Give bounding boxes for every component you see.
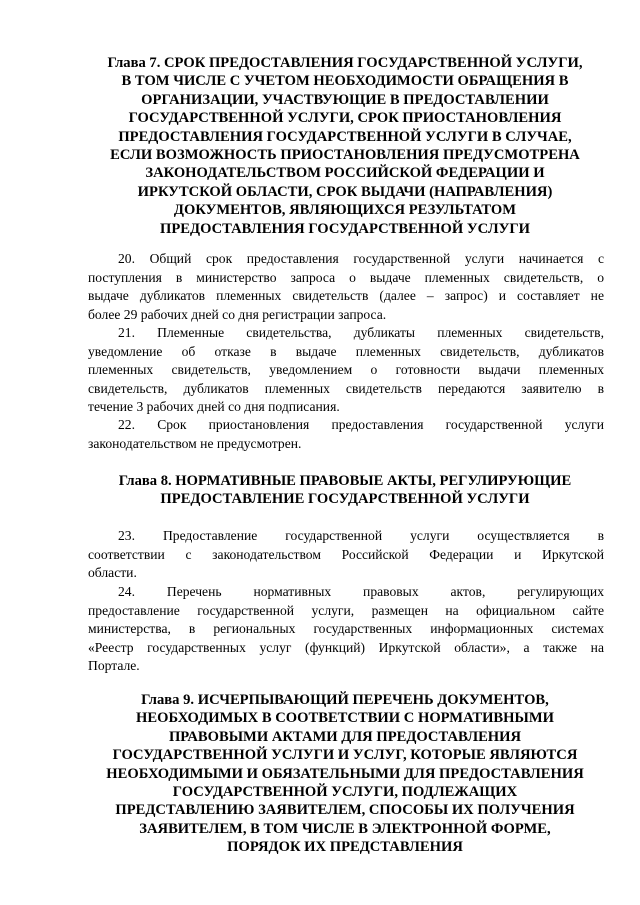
heading-line: НЕОБХОДИМЫМИ И ОБЯЗАТЕЛЬНЫМИ ДЛЯ ПРЕДОСТАВЛЕНИЯ xyxy=(106,765,584,782)
paragraph-line: уведомление об отказе в выдаче племенных свидетельств, дубликатов xyxy=(88,343,604,359)
heading-line: ГОСУДАРСТВЕННОЙ УСЛУГИ И УСЛУГ, КОТОРЫЕ ЯВЛЯЮТСЯ xyxy=(112,747,578,764)
chapter-8-heading xyxy=(80,472,610,509)
paragraph-line: соответствии с законодательством Российской Федерации и Иркутской xyxy=(88,546,604,562)
heading-line: Глава 9. ИСЧЕРПЫВАЮЩИЙ ПЕРЕЧЕНЬ ДОКУМЕНТОВ, xyxy=(141,692,549,708)
paragraph-line: 22. Срок приостановления предоставления государственной услуги xyxy=(118,417,604,432)
heading-line: ПОРЯДОК ИХ ПРЕДСТАВЛЕНИЯ xyxy=(227,839,463,856)
paragraph-line: 23. Предоставление государственной услуги осуществляется в xyxy=(118,528,604,543)
paragraph-line: министерства, в региональных государственных информационных системах xyxy=(88,621,604,636)
heading-line: ОРГАНИЗАЦИИ, УЧАСТВУЮЩИЕ В ПРЕДОСТАВЛЕНИИ xyxy=(141,91,549,108)
heading-line: ПРЕДОСТАВЛЕНИЯ ГОСУДАРСТВЕННОЙ УСЛУГИ В СЛУЧАЕ, xyxy=(118,128,572,145)
paragraph-23 xyxy=(88,527,604,583)
paragraph-21 xyxy=(88,324,604,417)
heading-line: ЕСЛИ ВОЗМОЖНОСТЬ ПРИОСТАНОВЛЕНИЯ ПРЕДУСМОТРЕНА xyxy=(110,147,580,164)
paragraph-line: 20. Общий срок предоставления государственной услуги начинается с xyxy=(118,251,604,266)
heading-line: ЗАКОНОДАТЕЛЬСТВОМ РОССИЙСКОЙ ФЕДЕРАЦИИ И xyxy=(145,165,545,182)
heading-line: Глава 7. СРОК ПРЕДОСТАВЛЕНИЯ ГОСУДАРСТВЕННОЙ УСЛУГИ, xyxy=(107,55,583,71)
heading-line: НЕОБХОДИМЫХ В СООТВЕТСТВИИ С НОРМАТИВНЫМИ xyxy=(136,710,554,727)
heading-line: ПРЕДСТАВЛЕНИЮ ЗАЯВИТЕЛЕМ, СПОСОБЫ ИХ ПОЛУЧЕНИЯ xyxy=(115,802,575,819)
paragraph-line: области. xyxy=(88,565,137,580)
heading-line: ГОСУДАРСТВЕННОЙ УСЛУГИ, СРОК ПРИОСТАНОВЛЕНИЯ xyxy=(128,110,562,127)
paragraph-line: Портале. xyxy=(88,658,140,673)
paragraph-line: законодательством не предусмотрен. xyxy=(88,435,302,451)
paragraph-line: племенных свидетельств, уведомлением о готовности выдачи племенных xyxy=(88,362,604,377)
chapter-7-heading xyxy=(80,54,610,238)
paragraph-20 xyxy=(88,250,604,324)
paragraph-line: 21. Племенные свидетельства, дубликаты племенных свидетельств, xyxy=(118,325,604,340)
paragraph-line: поступления в министерство запроса о выдаче племенных свидетельств, о xyxy=(88,269,604,285)
heading-line: ЗАЯВИТЕЛЕМ, В ТОМ ЧИСЛЕ В ЭЛЕКТРОННОЙ ФОРМЕ, xyxy=(139,820,551,837)
paragraph-line: предоставление государственной услуги, размещен на официальном сайте xyxy=(88,602,604,618)
heading-line: ПРАВОВЫМИ АКТАМИ ДЛЯ ПРЕДОСТАВЛЕНИЯ xyxy=(168,728,522,745)
paragraph-line: течение 3 рабочих дней со дня подписания. xyxy=(88,399,340,414)
heading-line: ПРЕДОСТАВЛЕНИЕ ГОСУДАРСТВЕННОЙ УСЛУГИ xyxy=(160,491,530,508)
paragraph-line: свидетельств, дубликатов племенных свидетельств передаются заявителю в xyxy=(88,380,604,396)
chapter-9-heading xyxy=(80,691,610,857)
paragraph-line: более 29 рабочих дней со дня регистрации запроса. xyxy=(88,306,387,322)
paragraph-line: «Реестр государственных услуг (функций) Иркутской области», а также на xyxy=(88,639,604,655)
heading-line: ПРЕДОСТАВЛЕНИЯ ГОСУДАРСТВЕННОЙ УСЛУГИ xyxy=(160,220,530,237)
heading-line: ГОСУДАРСТВЕННОЙ УСЛУГИ, ПОДЛЕЖАЩИХ xyxy=(172,784,518,801)
paragraph-line: выдаче дубликатов племенных свидетельств (далее – запрос) и составляет не xyxy=(88,288,604,303)
heading-line: ИРКУТСКОЙ ОБЛАСТИ, СРОК ВЫДАЧИ (НАПРАВЛЕНИЯ) xyxy=(137,183,553,200)
heading-line: ДОКУМЕНТОВ, ЯВЛЯЮЩИХСЯ РЕЗУЛЬТАТОМ xyxy=(173,202,517,219)
paragraph-24 xyxy=(88,583,604,676)
heading-line: Глава 8. НОРМАТИВНЫЕ ПРАВОВЫЕ АКТЫ, РЕГУЛИРУЮЩИЕ xyxy=(118,473,572,489)
paragraph-line: 24. Перечень нормативных правовых актов, регулирующих xyxy=(118,584,604,599)
paragraph-22 xyxy=(88,416,604,453)
heading-line: В ТОМ ЧИСЛЕ С УЧЕТОМ НЕОБХОДИМОСТИ ОБРАЩЕНИЯ В xyxy=(121,73,569,90)
